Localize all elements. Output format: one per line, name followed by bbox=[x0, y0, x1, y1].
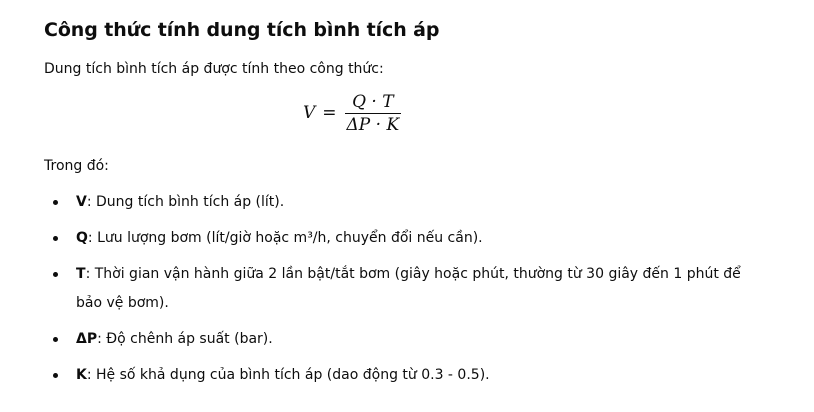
definition-list bbox=[44, 188, 764, 397]
formula-lhs: V bbox=[303, 103, 316, 123]
definition-text: : Độ chênh áp suất (bar). bbox=[97, 331, 273, 347]
bullet-icon bbox=[53, 373, 58, 378]
bullet-icon bbox=[53, 236, 58, 241]
definition-item bbox=[44, 260, 764, 318]
bullet-icon bbox=[53, 200, 58, 205]
definition-item bbox=[44, 325, 764, 354]
intro-text: Dung tích bình tích áp được tính theo công thức: bbox=[44, 61, 384, 77]
definition-item bbox=[44, 224, 764, 253]
definition-item bbox=[44, 188, 764, 217]
formula-equals: = bbox=[322, 103, 337, 123]
formula-numerator: Q · T bbox=[352, 91, 394, 112]
bullet-icon bbox=[53, 272, 58, 277]
section-title: Công thức tính dung tích bình tích áp bbox=[44, 19, 440, 41]
where-label: Trong đó: bbox=[44, 158, 109, 174]
definition-text: : Dung tích bình tích áp (lít). bbox=[86, 194, 285, 210]
definition-item bbox=[44, 361, 764, 390]
definition-text: : Lưu lượng bơm (lít/giờ hoặc m³/h, chuyển đổi nếu cần). bbox=[87, 230, 483, 246]
definition-term: K bbox=[76, 367, 87, 383]
definition-term: Q bbox=[76, 230, 88, 246]
definition-term: T bbox=[76, 266, 86, 282]
formula bbox=[303, 78, 503, 148]
article bbox=[44, 16, 784, 79]
definition-term: ΔP bbox=[76, 331, 98, 347]
definition-term: V bbox=[76, 194, 87, 210]
formula-denominator: ΔP · K bbox=[346, 114, 400, 135]
bullet-icon bbox=[53, 337, 58, 342]
definition-text: : Thời gian vận hành giữa 2 lần bật/tắt bơm (giây hoặc phút, thường từ 30 giây đến 1 phút để bảo vệ bơm). bbox=[76, 266, 741, 311]
definition-text: : Hệ số khả dụng của bình tích áp (dao động từ 0.3 - 0.5). bbox=[86, 367, 490, 383]
formula-fraction bbox=[345, 91, 402, 136]
